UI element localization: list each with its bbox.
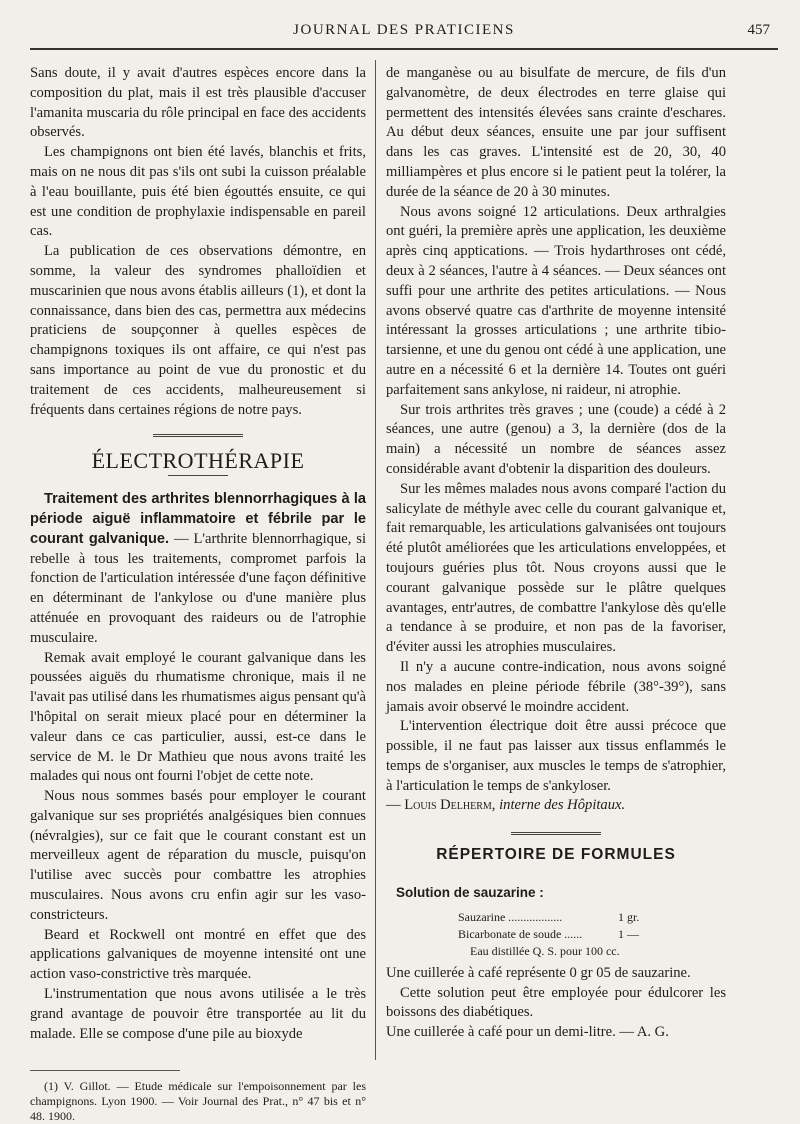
formula-row (386, 926, 726, 943)
formula-note: Cette solution peut être employée pour édulcorer les boissons des diabétiques. (386, 984, 726, 1021)
formula-quantity: 1 gr. (618, 909, 640, 924)
section-separator (153, 434, 243, 439)
paragraph: Il n'y a aucune contre-indication, nous avons soigné nos malades en pleine période fébrile (38°-39°), sans jamais avoir observé le moindre accident. (386, 658, 726, 715)
article-intro: — L'arthrite blennorrhagique, si rebelle à tous les traitements, compromet parfois la fonction de l'articulation intéressée d'une façon définitive en déterminant de l'ankylose ou d'une manière plus atténuée en provoquant des raideurs ou de l'atrophie musculaire. (30, 530, 366, 646)
right-column (386, 64, 726, 1043)
formula-ingredient: Bicarbonate de soude ...... (458, 926, 583, 941)
paragraph: Sur les mêmes malades nous avons comparé l'action du salicylate de méthyle avec celle du courant galvanique et, fait remarquable, les articulations galvanisées ont toujours été plutôt améliorées que les articulations enveloppées, et toujours guéries plus tôt. Nous croyons aussi que le courant galvanique possède sur le plâtre quelques avantages, entr'autres, de combattre l'ankylose dès qu'elle a tendance à se produire, et non pas de la favoriser, d'éviter aussi les atrophies musculaires. (386, 480, 727, 656)
journal-title: JOURNAL DES PRATICIENS (293, 22, 515, 38)
paragraph: L'intervention électrique doit être aussi précoce que possible, il ne faut pas laisser aux tissus enflammés le temps de s'organiser, aux muscles le temps de s'atrophier, à l'articulation le temps de s'ankyloser. (386, 718, 726, 794)
page-number: 457 (747, 22, 770, 38)
header-rule (30, 48, 778, 50)
formula-row (386, 909, 726, 926)
paragraph: Beard et Rockwell ont montré en effet que des applications galvaniques de moyenne intensité ont une action vaso-constrictive très marquée. (30, 926, 366, 983)
formula-qsp: Eau distillée Q. S. pour 100 cc. (470, 943, 620, 958)
formula-ingredient: Sauzarine .................. (458, 909, 563, 924)
formula-note: Une cuillerée à café pour un demi-litre. — A. G. (386, 1024, 669, 1041)
footnote-rule (30, 1070, 180, 1071)
repertoire-title: RÉPERTOIRE DE FORMULES (436, 846, 676, 864)
paragraph: Remak avait employé le courant galvanique dans les poussées aiguës du rhumatisme chronique, mais il ne l'avait pas utilisé dans les rhumatismes aigus pensant qu'à l'hôpital on serait mieux placé pour en déterminer la valeur dans ce cas particulier, aussi, est-ce dans le service de M. le Dr Mathieu que nous avons traité les malades qui nous ont fourni l'objet de cette note. (30, 649, 366, 785)
formula-title: Solution de sauzarine : (396, 885, 544, 901)
paragraph: Sans doute, il y avait d'autres espèces encore dans la composition du plat, mais il est très plausible d'accuser l'amanita muscaria du rôle principal en face des accidents observés. (30, 65, 366, 141)
footnote: (1) V. Gillot. — Etude médicale sur l'empoisonnement par les champignons. Lyon 1900. — Voir Journal des Prat., n° 47 bis et n° 48. 1900. (30, 1079, 366, 1124)
section-separator (511, 832, 601, 837)
formula-note: Une cuillerée à café représente 0 gr 05 de sauzarine. (386, 964, 691, 981)
signature-dash: — (386, 797, 405, 814)
section-title: ÉLECTROTHÉRAPIE (91, 448, 305, 474)
page-header (30, 20, 778, 42)
signature-role: interne des Hôpitaux. (499, 797, 626, 814)
paragraph: de manganèse ou au bisulfate de mercure, de fils d'un galvanomètre, de deux électrodes en terre glaise qui permettent des intensités élevées sans crainte d'eschares. Au début deux séances, ensuite une par jour suffisent dans les cas graves. L'intensité est de 20, 30, 40 milliampères et plus encore si le patient peut la tolérer, la durée de la séance de 20 à 30 minutes. (386, 65, 726, 200)
signature-name: Louis Delherm (404, 797, 492, 814)
paragraph: Nous nous sommes basés pour employer le courant galvanique sur ses propriétés analgésiques bien connues (névralgies), sur ce fait que le courant constant est un merveilleux agent de réparation du muscle, puisqu'on l'utilise avec succès pour combattre les atrophies musculaires. Nous avons cru enfin agir sur les vaso-constricteurs. (30, 788, 366, 923)
signature: — Louis Delherm, interne des Hôpitaux. (386, 797, 626, 814)
column-divider (375, 60, 376, 1060)
paragraph: L'instrumentation que nous avons utilisée a le très grand avantage de pouvoir être transportée au lit du malade. Elle se compose d'une pile au bioxyde (30, 986, 366, 1042)
paragraph: Sur trois arthrites très graves ; une (coude) a cédé à 2 séances, une autre (genou) a 3, la dernière (dos de la main) a nécessité un nombre de séances assez considérable avant d'obtenir la disparition des douleurs. (386, 401, 726, 477)
formula-quantity: 1 — (618, 926, 639, 941)
formula-row (386, 943, 726, 960)
article-title: Traitement des arthrites blennorrhagiques à la période aiguë inflammatoire et fébrile par le courant galvanique. (30, 491, 366, 547)
article-lead (30, 490, 366, 648)
paragraph: La publication de ces observations démontre, en somme, la valeur des syndromes phalloïdien et muscarinien que nous avons établis ailleurs (1), et dont la connaissance, dans bien des cas, permettra aux médecins praticiens de soupçonner à quelles espèces de champignons toxiques ils ont affaire, ce qui n'est pas sans importance au point de vue du pronostic et du traitement de ces accidents, malheureusement si fréquents dans certaines régions de notre pays. (30, 243, 366, 418)
section-underline (168, 475, 228, 476)
paragraph: Les champignons ont bien été lavés, blanchis et frits, mais on ne nous dit pas s'ils ont subi la cuisson préalable à l'eau bouillante, puis été bien égouttés ensuite, ce qui est une condition de prophylaxie indispensable en pareil cas. (30, 144, 366, 240)
left-column (30, 64, 366, 1124)
paragraph: Nous avons soigné 12 articulations. Deux arthralgies ont guéri, la première après une application, les deuxième après cinq apptications. — Trois hydarthroses ont cédé, deux à 2 séances, l'autre à 4 séances. — Deux séances ont suffi pour une arthrite des petites articulations. — Nous avons observé quatre cas d'arthrite de moyenne intensité intéressant la grosses articulations ; une arthrite tibio-tarsienne, et une du genou ont cédé à une application, une autre en a nécessité 6 et la dernière 14. Toutes ont guéri parfaitement sans ankylose, ni raideur, ni atrophie. (386, 203, 726, 398)
